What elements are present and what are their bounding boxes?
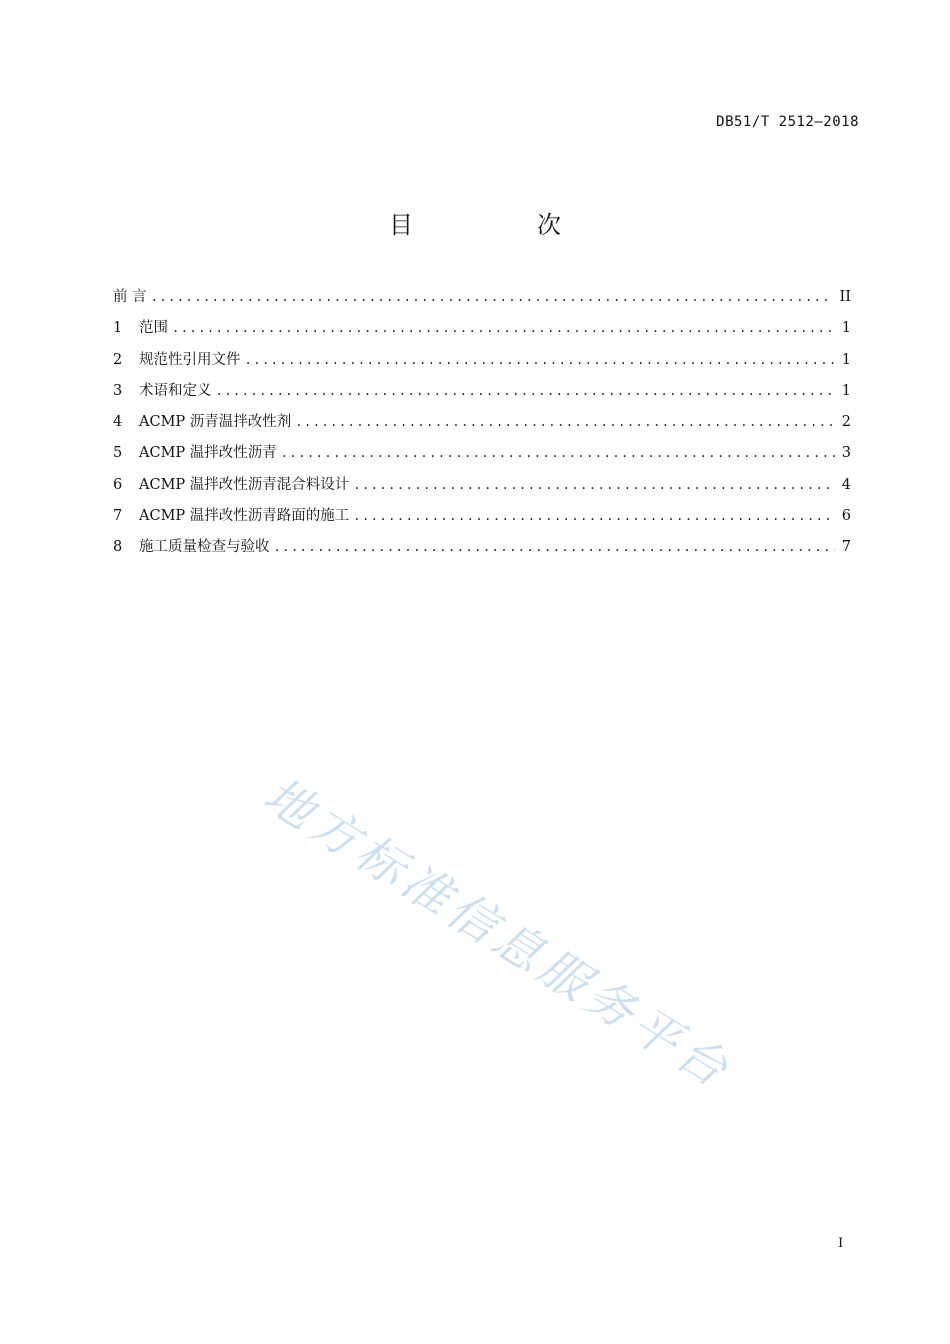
toc-entry-modified-asphalt[interactable] [113,440,851,471]
toc-entry-label: 前 言 [113,289,147,305]
toc-leader-dots [245,347,836,373]
toc-entry-label: ACMP 温拌改性沥青路面的施工 [139,508,350,525]
toc-entry-label: ACMP 温拌改性沥青 [139,445,277,462]
toc-leader-dots [281,440,835,466]
toc-entry-page: 6 [841,508,851,525]
toc-entry-number: 7 [113,508,123,525]
toc-entry-foreword[interactable] [113,284,851,315]
toc-entry-terms-definitions[interactable] [113,378,851,409]
toc-entry-quality-inspection[interactable] [113,534,851,565]
toc-entry-number: 2 [113,351,123,368]
toc-leader-dots [172,315,835,341]
toc-leader-dots [295,409,835,435]
toc-title: 目 次 [389,211,611,239]
watermark: 地方标准信息服务平台 [253,766,742,1101]
toc-entry-page: 2 [841,414,851,431]
toc-entry-page: II [839,289,851,305]
toc-entry-page: 4 [841,476,851,493]
toc-entry-page: 1 [841,351,851,368]
toc-entry-label: ACMP 温拌改性沥青混合料设计 [139,476,350,493]
toc-entry-number: 1 [113,320,123,337]
toc-leader-dots [353,472,835,498]
toc-entry-label: 规范性引用文件 [139,351,241,368]
toc-entry-pavement-construction[interactable] [113,503,851,534]
toc-entry-label: 术语和定义 [139,382,212,399]
toc-entry-page: 3 [841,445,851,462]
toc-entry-number: 6 [113,476,123,493]
toc-entry-number: 4 [113,414,123,431]
toc-entry-label: 范围 [139,320,168,337]
toc-entry-modifier[interactable] [113,409,851,440]
toc-entry-scope[interactable] [113,315,851,346]
toc-entry-label: 施工质量检查与验收 [139,539,270,556]
toc-entry-label: ACMP 沥青温拌改性剂 [139,414,292,431]
toc-leader-dots [216,378,836,404]
toc-list [113,284,851,566]
standard-code: DB51/T 2512—2018 [716,114,859,130]
toc-entry-number: 3 [113,382,123,399]
toc-entry-page: 1 [841,320,851,337]
toc-entry-mixture-design[interactable] [113,472,851,503]
toc-leader-dots [274,534,836,560]
toc-entry-page: 1 [841,382,851,399]
toc-entry-number: 8 [113,539,123,556]
toc-leader-dots [353,503,835,529]
toc-entry-number: 5 [113,445,123,462]
toc-entry-page: 7 [841,539,851,556]
toc-leader-dots [151,284,834,310]
toc-entry-normative-references[interactable] [113,347,851,378]
page-number: I [838,1236,844,1251]
